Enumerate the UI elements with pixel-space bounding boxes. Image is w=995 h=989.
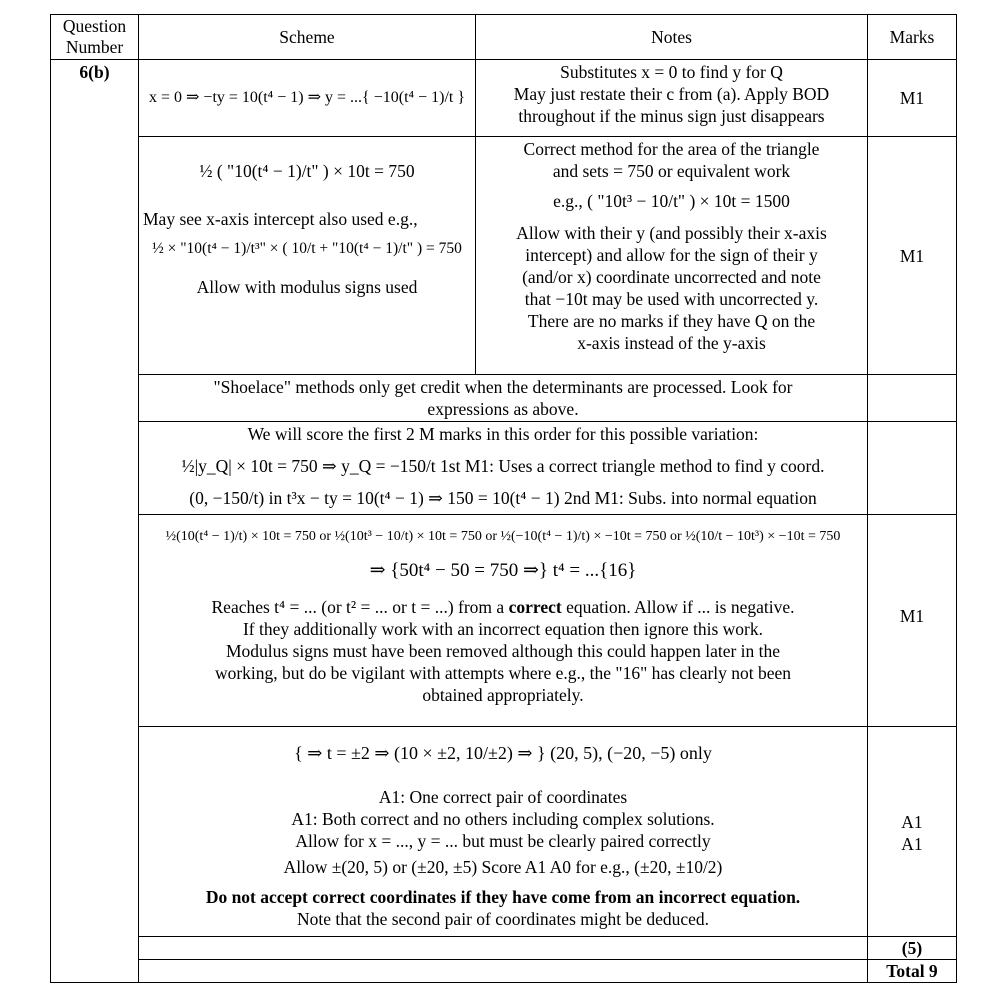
note-line: Allow with their y (and possibly their x-axis <box>516 223 827 243</box>
mark-m1: M1 <box>868 515 957 727</box>
note-line: throughout if the minus sign just disappears <box>518 106 825 126</box>
variation-line-2: (0, −150/t) in t³x − ty = 10(t⁴ − 1) ⇒ 150 = 10(t⁴ − 1) 2nd M1: Subs. into normal equation <box>189 488 817 508</box>
row-area <box>51 137 957 375</box>
note-line: (and/or x) coordinate uncorrected and note <box>522 267 821 287</box>
note-line: expressions as above. <box>427 399 579 419</box>
row-solve <box>51 515 957 727</box>
area-equations-list: ½(10(t⁴ − 1)/t) × 10t = 750 or ½(10t³ − 10/t) × 10t = 750 or ½(−10(t⁴ − 1)/t) × −10t = 750 or ½(10/t − 10t³) × −10t = 750 <box>165 529 841 544</box>
row-coordinates <box>51 727 957 937</box>
header-row <box>51 15 957 60</box>
row-shoelace <box>51 375 957 422</box>
notes-find-y <box>476 60 868 137</box>
mark-a1: A1 <box>901 834 923 854</box>
scheme-area <box>139 137 476 375</box>
row-variation <box>51 422 957 515</box>
notes-area <box>476 137 868 375</box>
question-number-header: Question Number <box>51 15 139 60</box>
coordinates-equation: { ⇒ t = ±2 ⇒ (10 × ±2, 10/±2) ⇒ } (20, 5), (−20, −5) only <box>294 743 712 763</box>
note-line: that −10t may be used with uncorrected y. <box>524 289 819 309</box>
note-line: There are no marks if they have Q on the <box>527 311 816 331</box>
area-equation: ½ ( "10(t⁴ − 1)/t" ) × 10t = 750 <box>199 161 415 181</box>
marks-header: Marks <box>868 15 957 60</box>
shoelace-note <box>139 375 868 422</box>
variation-line-1: ½|y_Q| × 10t = 750 ⇒ y_Q = −150/t 1st M1: Uses a correct triangle method to find y coord. <box>181 456 825 476</box>
row-total <box>51 960 957 983</box>
note-line: intercept) and allow for the sign of their y <box>525 245 818 265</box>
mark-a1: A1 <box>901 812 923 832</box>
note-line: Modulus signs must have been removed although this could happen later in the <box>225 641 781 661</box>
note-line: A1: Both correct and no others including complex solutions. <box>291 809 715 829</box>
note-line: Allow for x = ..., y = ... but must be clearly paired correctly <box>295 831 711 851</box>
modulus-note: Allow with modulus signs used <box>196 277 418 297</box>
note-line: x-axis instead of the y-axis <box>577 333 766 353</box>
note-text: equation. Allow if ... is negative. <box>561 597 795 617</box>
scheme-find-y: x = 0 ⇒ −ty = 10(t⁴ − 1) ⇒ y = ...{ −10(t⁴ − 1)/t } <box>139 60 476 137</box>
solve-notes-line-1 <box>143 596 863 618</box>
note-line: Allow ±(20, 5) or (±20, ±5) Score A1 A0 for e.g., (±20, ±10/2) <box>283 857 723 877</box>
empty-mark-cell <box>868 422 957 515</box>
total: Total 9 <box>868 960 957 983</box>
notes-header: Notes <box>476 15 868 60</box>
x-intercept-equation: ½ × "10(t⁴ − 1)/t³" × ( 10/t + "10(t⁴ − 1)/t" ) = 750 <box>152 240 462 257</box>
note-line: and sets = 750 or equivalent work <box>552 161 791 181</box>
note-line: working, but do be vigilant with attempts where e.g., the "16" has clearly not been <box>214 663 792 683</box>
note-line: obtained appropriately. <box>422 685 584 705</box>
t4-result: ⇒ {50t⁴ − 50 = 750 ⇒} t⁴ = ...{16} <box>369 560 637 581</box>
mark-m1: M1 <box>868 60 957 137</box>
mark-scheme-table <box>50 14 957 983</box>
subtotal: (5) <box>868 937 957 960</box>
solve-cell <box>139 515 868 727</box>
marks-a1-a1 <box>868 727 957 937</box>
question-label: 6(b) <box>51 60 139 983</box>
note-line: May just restate their c from (a). Apply BOD <box>513 84 830 104</box>
note-line: Note that the second pair of coordinates might be deduced. <box>296 909 710 929</box>
empty-cell <box>139 960 868 983</box>
variation-cell <box>139 422 868 515</box>
note-emphasis: correct <box>508 597 562 617</box>
variation-intro: We will score the first 2 M marks in this order for this possible variation: <box>247 424 759 444</box>
note-line: Correct method for the area of the triangle <box>523 139 820 159</box>
note-line: A1: One correct pair of coordinates <box>378 787 628 807</box>
note-line: Substitutes x = 0 to find y for Q <box>560 62 783 82</box>
empty-cell <box>139 937 868 960</box>
note-line: If they additionally work with an incorrect equation then ignore this work. <box>242 619 763 639</box>
coordinates-cell <box>139 727 868 937</box>
row-subtotal <box>51 937 957 960</box>
scheme-header: Scheme <box>139 15 476 60</box>
row-find-y <box>51 60 957 137</box>
mark-m1: M1 <box>868 137 957 375</box>
example-equation: e.g., ( "10t³ − 10/t" ) × 10t = 1500 <box>553 191 790 211</box>
x-intercept-note: May see x-axis intercept also used e.g., <box>143 209 418 229</box>
empty-mark-cell <box>868 375 957 422</box>
note-line: "Shoelace" methods only get credit when the determinants are processed. Look for <box>213 377 793 397</box>
bold-warning: Do not accept correct coordinates if they have come from an incorrect equation. <box>205 887 801 907</box>
note-text: Reaches t⁴ = ... (or t² = ... or t = ...) from a <box>211 597 509 617</box>
